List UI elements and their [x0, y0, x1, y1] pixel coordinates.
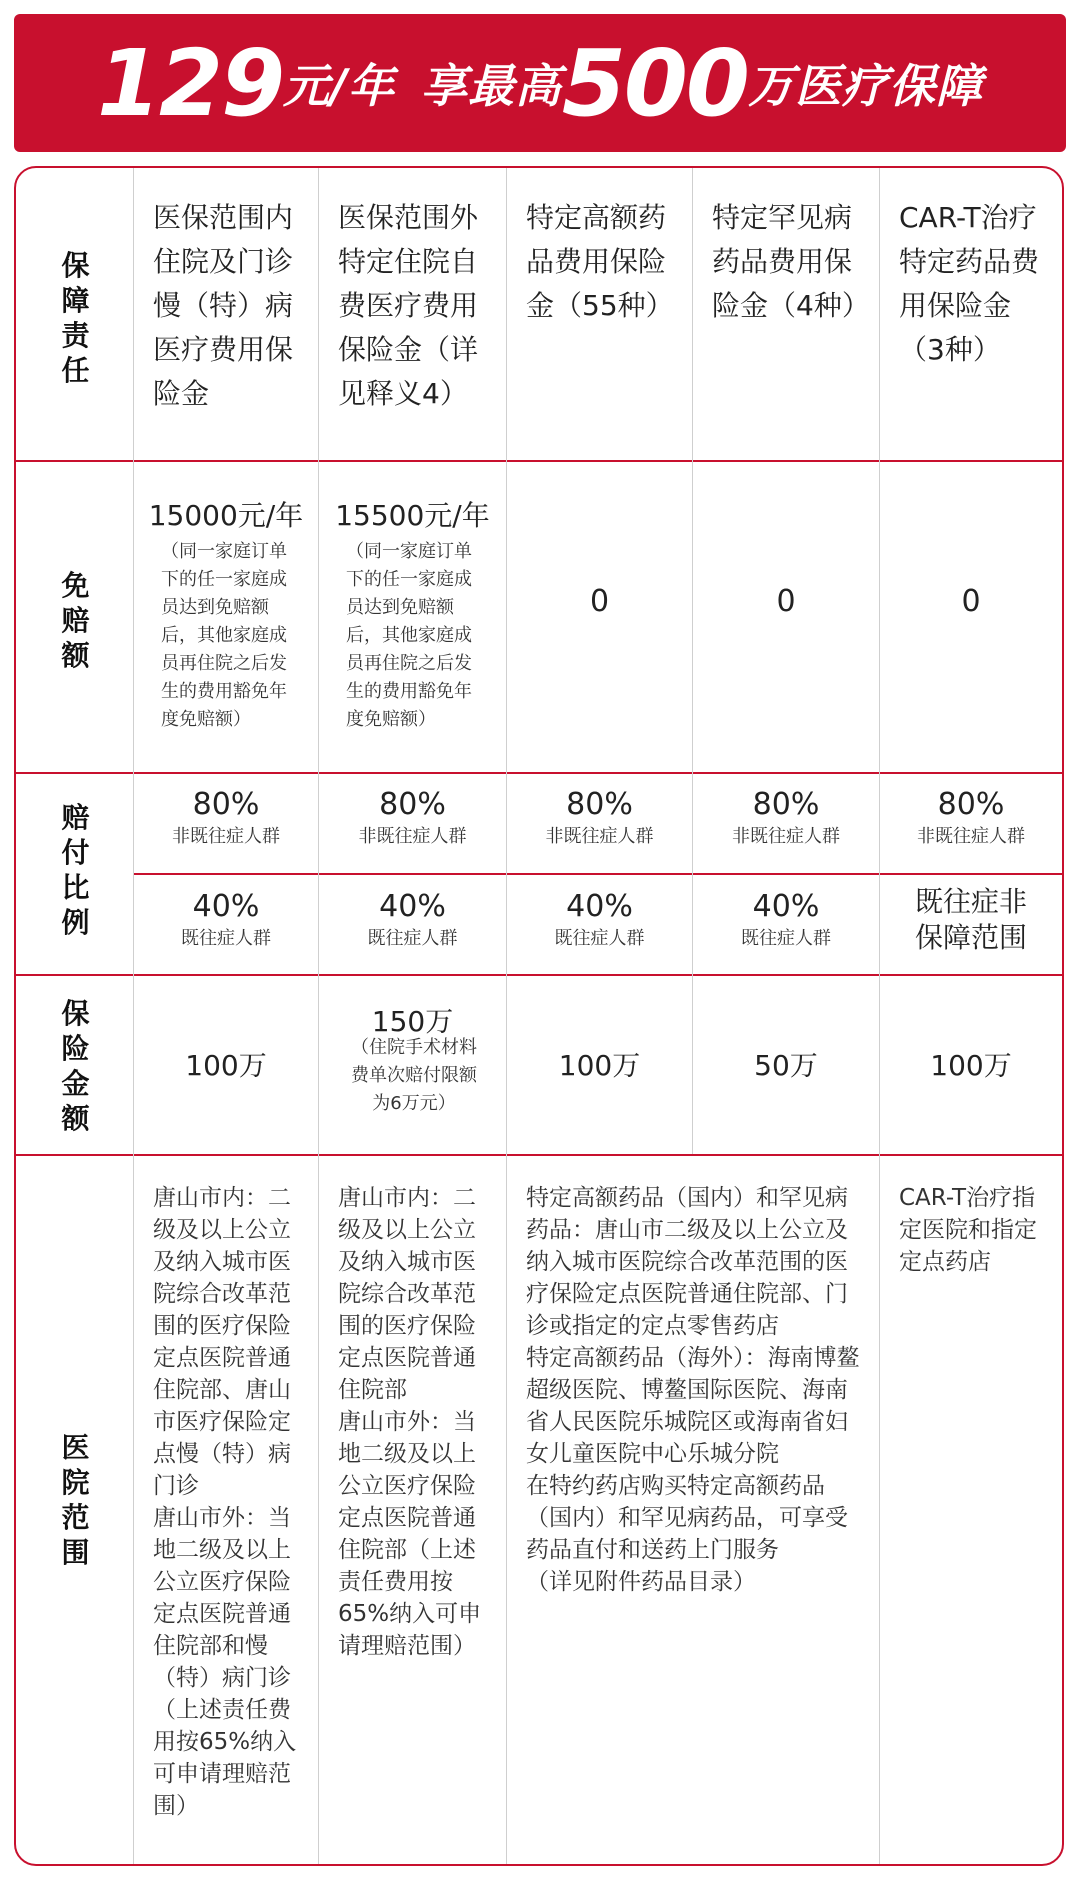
ratio-note: 既往症人群 — [741, 928, 831, 949]
banner-medical: 医疗保障 — [794, 59, 983, 113]
deductible-amount: 0 — [776, 584, 796, 619]
ratio-note: 既往症人群 — [181, 928, 271, 949]
row-label-hospital: 医院范围 — [61, 1431, 90, 1569]
ratio-value: 40% — [192, 889, 260, 924]
ratio-value: 80% — [937, 787, 1005, 822]
duty-cell: 医保范围内住院及门诊慢（特）病医疗费用保险金 — [153, 201, 294, 410]
divider — [16, 974, 1062, 976]
banner-max: 享最高 — [420, 59, 562, 113]
divider — [692, 168, 693, 1154]
divider — [133, 873, 1062, 875]
duty-cell: 特定高额药品费用保险金（55种） — [526, 201, 674, 322]
divider — [16, 460, 1062, 462]
amount-value: 100万 — [930, 1049, 1012, 1082]
ratio-note: 既往症人群 — [367, 928, 458, 949]
amount-value: 150万 — [371, 1005, 454, 1038]
divider — [506, 168, 507, 1864]
hospital-scope: 特定高额药品（国内）和罕见病药品：唐山市二级及以上公立及纳入城市医院综合改革范围的医疗保险定点医院普通住院部、门诊或指定的定点零售药店 特定高额药品（海外）：海南博鳌超级医院、博鳌国际医院、海南省人民医院乐城院区或海南省妇女儿童医院中心乐城分院 在特约药店购买特定高额药品（国内）和罕见病药品，可享受药品直付和送药上门服务 （详见附件药品目录） — [526, 1185, 860, 1595]
hospital-scope: CAR-T治疗指定医院和指定定点药店 — [899, 1185, 1037, 1275]
ratio-value: 80% — [192, 787, 260, 822]
banner-unit: 元/年 — [283, 59, 395, 113]
hospital-scope: 唐山市内：二级及以上公立及纳入城市医院综合改革范围的医疗保险定点医院普通住院部 唐山市外：当地二级及以上公立医疗保险定点医院普通住院部（上述责任费用按65%纳入可申请理赔范围） — [338, 1185, 482, 1659]
ratio-value: 80% — [379, 787, 446, 822]
deductible-note: （同一家庭订单下的任一家庭成员达到免赔额后，其他家庭成员再住院之后发生的费用豁免年度免赔额） — [161, 541, 287, 730]
ratio-value: 40% — [379, 889, 446, 924]
ratio-note: 非既往症人群 — [172, 826, 280, 847]
deductible-amount: 0 — [961, 584, 981, 619]
ratio-value: 80% — [566, 787, 633, 822]
amount-value: 100万 — [558, 1049, 641, 1082]
coverage-table — [14, 166, 1064, 1866]
row-label-ratio: 赔付比例 — [61, 801, 90, 939]
amount-note: （住院手术材料费单次赔付限额为6万元） — [351, 1037, 477, 1114]
row-label-deductible: 免赔额 — [61, 569, 90, 672]
duty-cell: 特定罕见病药品费用保险金（4种） — [712, 201, 870, 322]
banner-wan: 万 — [747, 59, 795, 113]
ratio-value: 40% — [566, 889, 633, 924]
banner-coverage: 500 — [561, 29, 748, 137]
duty-cell: 医保范围外特定住院自费医疗费用保险金（详见释义4） — [338, 201, 479, 410]
divider — [133, 168, 134, 1864]
deductible-amount: 15500元/年 — [335, 499, 490, 532]
ratio-note: 既往症人群 — [554, 928, 645, 949]
divider — [879, 168, 880, 1864]
banner-price: 129 — [97, 29, 284, 137]
ratio-note: 非既往症人群 — [917, 826, 1025, 847]
deductible-amount: 0 — [589, 584, 610, 619]
ratio-excluded: 既往症非保障范围 — [914, 885, 1027, 954]
divider — [16, 1154, 1062, 1156]
ratio-note: 非既往症人群 — [545, 826, 654, 847]
ratio-note: 非既往症人群 — [732, 826, 840, 847]
row-label-duty: 保障责任 — [61, 249, 90, 387]
divider — [16, 772, 1062, 774]
ratio-value: 80% — [752, 787, 820, 822]
amount-value: 50万 — [754, 1049, 818, 1082]
row-label-amount: 保险金额 — [61, 997, 90, 1135]
amount-value: 100万 — [185, 1049, 267, 1082]
title-banner — [14, 14, 1066, 152]
ratio-value: 40% — [752, 889, 820, 924]
duty-cell: CAR-T治疗特定药品费用保险金（3种） — [899, 201, 1040, 366]
deductible-note: （同一家庭订单下的任一家庭成员达到免赔额后，其他家庭成员再住院之后发生的费用豁免年度免赔额） — [346, 541, 472, 730]
deductible-amount: 15000元/年 — [148, 499, 304, 532]
ratio-note: 非既往症人群 — [358, 826, 467, 847]
hospital-scope: 唐山市内：二级及以上公立及纳入城市医院综合改革范围的医疗保险定点医院普通住院部、唐山市医疗保险定点慢（特）病门诊 唐山市外：当地二级及以上公立医疗保险定点医院普通住院部和慢（特）病门诊（上述责任费用按65%纳入可申请理赔范围） — [153, 1185, 297, 1819]
banner-title — [14, 14, 1066, 152]
